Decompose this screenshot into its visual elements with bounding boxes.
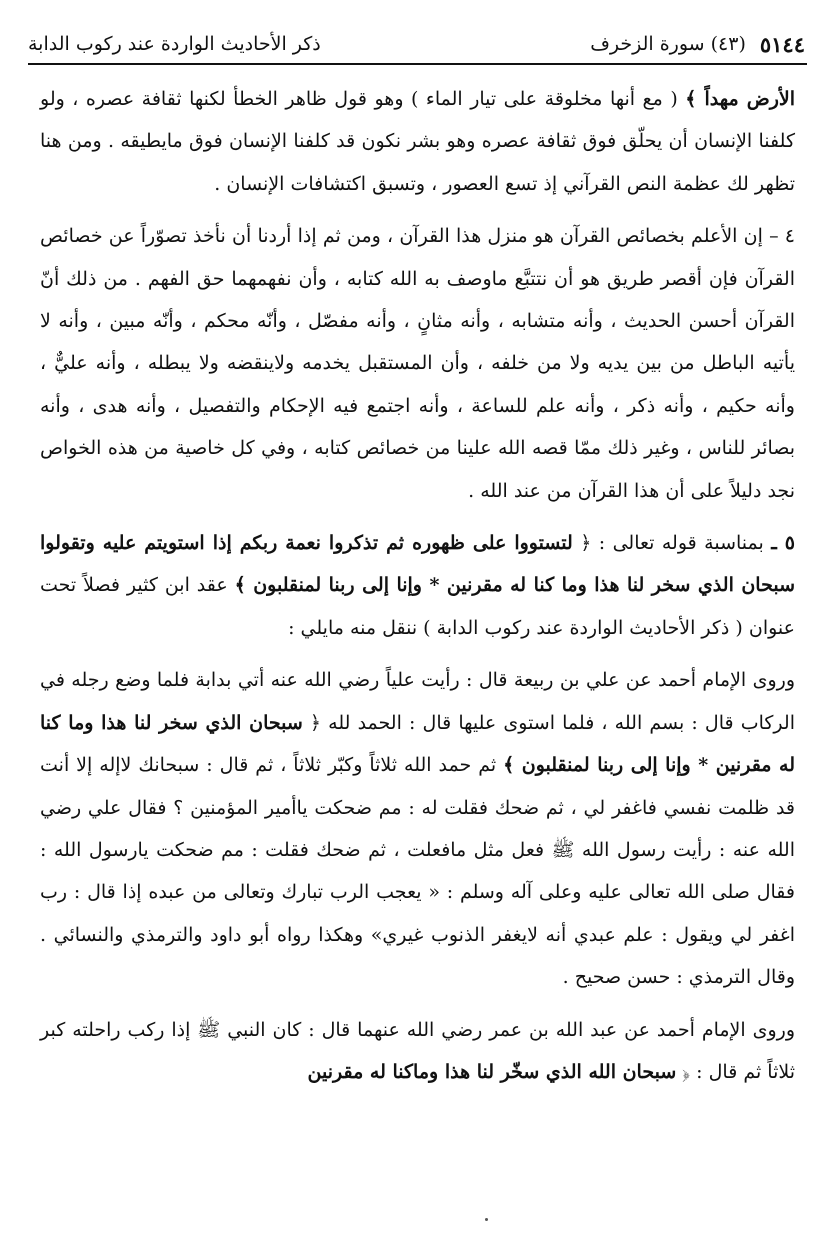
body-text: ٤ – إن الأعلم بخصائص القرآن هو منزل هذا القرآن ، ومن ثم إذا أردنا أن نأخذ تصوّراً عن خصائص القرآن فإن أقصر طريق هو أن نتتبَّع ماوصف به الله كتابه ، وأن نفهمهما حق الفهم . من ذلك أنّ القرآن أحسن الحديث ، وأنه متشابه ، وأنه مثانٍ ، وأنه مفصّل ، وأنّه محكم ، وأنّه مبين ، وأنه لا يأتيه الباطل من بين يديه ولا من خلفه ، وأن المستقبل يخدمه ولاينقضه ولا يبطله ، وأنه عليٌّ ، وأنه حكيم ، وأنه ذكر ، وأنه علم للساعة ، وأنه اجتمع فيه الإحكام والتفصيل ، وأنه هدى ، وأنه بصائر للناس ، وغير ذلك ممّا قصه الله علينا من خصائص كتابه ، وفي كل خاصية من هذه الخواص نجد دليلاً على أن هذا القرآن من عند الله .: [40, 225, 795, 502]
quran-verse-text: سبحان الله الذي سخّر لنا هذا وماكنا له مقرنين: [307, 1060, 677, 1083]
running-header: [28, 24, 805, 64]
section-topic: ذكر الأحاديث الواردة عند ركوب الدابة: [28, 33, 321, 55]
header-divider: [28, 63, 807, 65]
paragraph: [40, 522, 795, 649]
body-text: بمناسبة قوله تعالى : ﴿: [572, 532, 772, 555]
body-text: عقد ابن كثير فصلاً تحت عنوان ( ذكر الأحاديث الواردة عند ركوب الدابة ) ننقل منه مايلي :: [40, 574, 795, 639]
page-mark: [485, 1218, 488, 1221]
quran-verse-text: الأرض مهداً ﴾: [685, 88, 795, 110]
quran-verse-text: لتستووا على ظهوره ثم تذكروا نعمة ربكم إذا استويتم عليه وتقولوا سبحان الذي سخر لنا هذا وما كنا له مقرنين * وإنا إلى ربنا لمنقلبون ﴾: [40, 532, 795, 597]
paragraph: [40, 1009, 795, 1094]
body-text: ( مع أنها مخلوقة على تيار الماء ) وهو قول ظاهر الخطأ لكنها ثقافة عصره ، ولو كلفنا الإنسان أن يحلّق فوق ثقافة عصره وهو بشر نكون قد كلفنا الإنسان فوق مايطيقه . ومن هنا تظهر لك عظمة النص القرآني إذ تسع العصور ، وتسبق اكتشافات الإنسان .: [40, 88, 795, 195]
body-text: وروى الإمام أحمد عن علي بن ربيعة قال : رأيت علياً رضي الله عنه أتي بدابة فلما وضع رجله في الركاب قال : بسم الله ، فلما استوى عليها قال : الحمد لله ﴿: [40, 669, 795, 734]
body-text: وروى الإمام أحمد عن عبد الله بن عمر رضي الله عنهما قال : كان النبي ﷺ إذا ركب راحلته كبر ثلاثاً ثم قال : ﴿: [40, 1018, 795, 1083]
paragraph: [40, 215, 795, 512]
paragraph: [40, 659, 795, 998]
page-number: ٥١٤٤: [759, 31, 805, 57]
paragraph: [40, 78, 795, 205]
quran-verse-text: ٥ ـ: [771, 532, 795, 555]
surah-title: (٤٣) سورة الزخرف: [590, 33, 746, 55]
page-body: [40, 78, 795, 1103]
header-right: [590, 32, 805, 57]
body-text: ثم حمد الله ثلاثاً وكبّر ثلاثاً ، ثم قال : سبحانك لاإله إلا أنت قد ظلمت نفسي فاغفر لي ، ثم ضحك فقلت له : مم ضحكت ياأمير المؤمنين ؟ فقال علي رضي الله عنه : رأيت رسول الله ﷺ فعل مثل مافعلت ، ثم ضحك فقلت : مم ضحكت يارسول الله : فقال صلى الله تعالى عليه وعلى آله وسلم : « يعجب الرب تبارك وتعالى من عبده إذا قال : رب اغفر لي ويقول : علم عبدي أنه لايغفر الذنوب غيري» وهكذا رواه أبو داود والترمذي والنسائي . وقال الترمذي : حسن صحيح .: [40, 754, 795, 989]
quran-verse-text: سبحان الذي سخر لنا هذا وما كنا له مقرنين * وإنا إلى ربنا لمنقلبون ﴾: [40, 711, 795, 777]
